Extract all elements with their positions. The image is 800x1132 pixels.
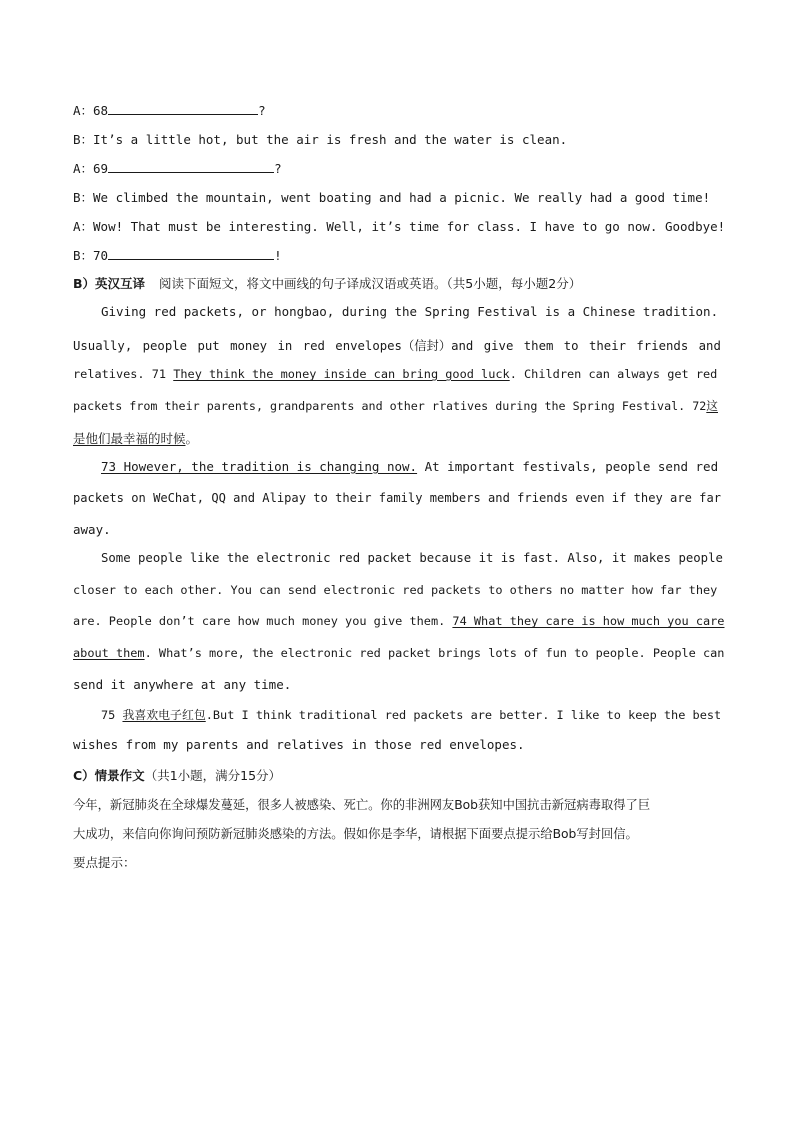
section-c-key-points: 要点提示： — [73, 855, 136, 870]
passage-p2-line1 — [101, 459, 718, 474]
text-run: packets from their parents, grandparents and other rlatives during the Spring Festival. 72 — [73, 399, 707, 413]
section-b-heading — [73, 274, 581, 292]
passage-p1-line4 — [73, 398, 718, 414]
text-run: are. People don’t care how much money you give them. — [73, 614, 453, 628]
underlined-sentence-74-start: 74 What they care is how much you care — [452, 614, 725, 628]
q68-suffix: ? — [258, 103, 266, 118]
text-run: relatives. 71 — [73, 367, 174, 381]
section-c-label: C）情景作文 — [73, 768, 145, 783]
passage-p4-line2: wishes from my parents and relatives in those red envelopes. — [73, 737, 525, 752]
q68-prefix: A：68 — [73, 103, 109, 118]
section-c-prompt-line1: 今年，新冠肺炎在全球爆发蔓延，很多人被感染、死亡。你的非洲网友Bob获知中国抗击新冠病毒取得了巨 — [73, 798, 651, 812]
q70-suffix: ! — [274, 248, 282, 263]
section-c-prompt-line2: 大成功，来信向你询问预防新冠肺炎感染的方法。假如你是李华，请根据下面要点提示给Bob写封回信。 — [73, 827, 638, 841]
underlined-sentence-74-end: about them — [73, 646, 145, 660]
section-b-instruction: 阅读下面短文，将文中画线的句子译成汉语或英语。（共5小题，每小题2分） — [159, 276, 582, 291]
dialogue-line-b2: B：We climbed the mountain, went boating and had a picnic. We really had a good time! — [73, 190, 711, 205]
text-run: 。 — [185, 431, 199, 446]
dialogue-line-70 — [73, 246, 282, 264]
underlined-sentence-72-end: 是他们最幸福的时候 — [73, 431, 186, 446]
passage-p1-line3 — [73, 367, 717, 381]
answer-blank-70[interactable] — [108, 247, 274, 260]
underlined-sentence-72-start: 这 — [706, 399, 718, 413]
passage-p2-line3: away. — [73, 522, 111, 537]
underlined-sentence-75: 我喜欢电子红包 — [122, 708, 206, 722]
passage-p3-line1: Some people like the electronic red packet because it is fast. Also, it makes people — [101, 551, 723, 565]
passage-p1-line2: Usually, people put money in red envelopes（信封）and give them to their friends and — [73, 339, 721, 353]
q69-prefix: A：69 — [73, 161, 109, 176]
q70-prefix: B：70 — [73, 248, 109, 263]
passage-p3-line3 — [73, 614, 724, 628]
passage-p1-line1: Giving red packets, or hongbao, during the Spring Festival is a Chinese tradition. — [101, 304, 719, 319]
underlined-sentence-71: They think the money inside can bring good luck — [173, 367, 510, 381]
passage-p2-line2: packets on WeChat, QQ and Alipay to their family members and friends even if they are far — [73, 491, 722, 505]
passage-p3-line2: closer to each other. You can send electronic red packets to others no matter how far they — [73, 583, 718, 597]
text-run: .But I think traditional red packets are better. I like to keep the best — [205, 708, 722, 722]
q69-suffix: ? — [274, 161, 282, 176]
passage-p3-line4 — [73, 646, 724, 660]
dialogue-line-68 — [73, 101, 266, 119]
text-run: At important festivals, people send red — [417, 459, 719, 474]
answer-blank-68[interactable] — [108, 102, 258, 115]
section-c-heading — [73, 766, 281, 784]
text-run: . What’s more, the electronic red packet brings lots of fun to people. People can — [144, 646, 725, 660]
text-run: 75 — [101, 708, 123, 722]
dialogue-line-69 — [73, 159, 282, 177]
underlined-sentence-73: 73 However, the tradition is changing now. — [101, 459, 418, 474]
section-b-label: B）英汉互译 — [73, 276, 146, 291]
passage-p4-line1 — [101, 706, 721, 723]
text-run: . Children can always get red — [509, 367, 718, 381]
passage-p1-line5 — [73, 429, 198, 447]
answer-blank-69[interactable] — [108, 160, 274, 173]
dialogue-line-a3: A：Wow! That must be interesting. Well, it’s time for class. I have to go now. Goodbye! — [73, 219, 726, 234]
section-c-score: （共1小题，满分15分） — [144, 768, 282, 783]
dialogue-line-b1: B：It’s a little hot, but the air is fresh and the water is clean. — [73, 132, 568, 147]
passage-p3-line5: send it anywhere at any time. — [73, 677, 292, 692]
